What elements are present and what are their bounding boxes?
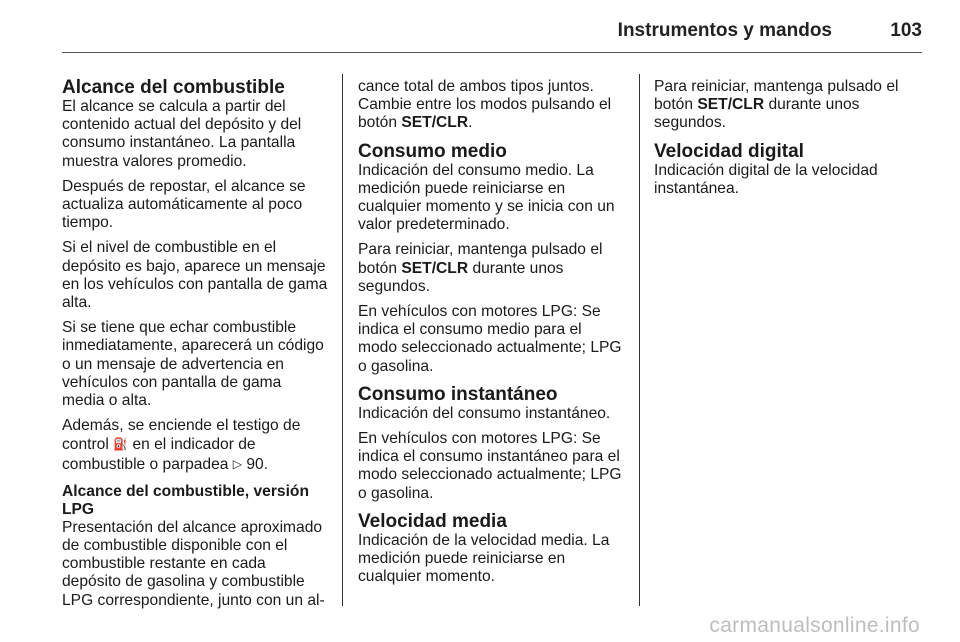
button-label: SET/CLR xyxy=(401,259,469,277)
text: Además, se enciende el testigo de control xyxy=(62,417,301,454)
paragraph: Indicación digital de la velocidad instantánea. xyxy=(654,161,878,197)
paragraph: Indicación de la velocidad media. La medición puede reiniciarse en cualquier momento. xyxy=(358,531,610,586)
heading-average-consumption: Consumo medio xyxy=(358,140,507,162)
paragraph xyxy=(358,241,624,296)
button-label: SET/CLR xyxy=(697,96,765,114)
column-1 xyxy=(62,78,328,617)
paragraph: Indicación del consumo instantáneo. xyxy=(358,404,611,422)
text: durante unos segundos. xyxy=(358,259,564,295)
paragraph: En vehículos con motores LPG: Se indica el consumo instantáneo para el modo seleccionado actualmente; LPG o gasolina. xyxy=(358,430,622,502)
paragraph: Si el nivel de combustible en el depósito es bajo, aparece un mensaje en los vehículos con pantalla de gama alta. xyxy=(62,239,328,312)
heading-fuel-range: Alcance del combustible xyxy=(62,77,285,98)
button-label: SET/CLR xyxy=(401,114,469,132)
arrow-ref-icon: ▷ xyxy=(232,456,243,471)
header-title: Instrumentos y mandos xyxy=(617,20,832,41)
text: Para reiniciar, mantenga pulsado el botón xyxy=(358,241,603,277)
page-reference[interactable]: 90. xyxy=(246,455,269,473)
column-2 xyxy=(358,78,624,593)
column-3 xyxy=(654,78,920,205)
watermark: carmanualsonline.info xyxy=(709,614,920,637)
paragraph: Presentación del alcance aproximado de combustible disponible con el combustible restante en cada depósito de gasolina y combustible LPG correspondiente, junto con un al- xyxy=(62,518,325,609)
paragraph: Indicación del consumo medio. La medición puede reiniciarse en cualquier momento y se inicia con un valor predeterminado. xyxy=(358,161,615,234)
heading-average-speed: Velocidad media xyxy=(358,510,507,532)
text: en el indicador de combustible o parpadea xyxy=(62,436,256,473)
text: . xyxy=(468,114,473,132)
paragraph xyxy=(62,417,328,474)
heading-digital-speed: Velocidad digital xyxy=(654,140,804,162)
paragraph xyxy=(654,78,920,133)
heading-instant-consumption: Consumo instantáneo xyxy=(358,383,558,405)
paragraph: Si se tiene que echar combustible inmediatamente, aparecerá un código o un mensaje de advertencia en vehículos con pantalla de gama media o alta. xyxy=(62,319,324,410)
column-divider xyxy=(342,74,343,606)
paragraph: Después de repostar, el alcance se actualiza automáticamente al poco tiempo. xyxy=(62,177,306,232)
text: durante unos segundos. xyxy=(654,96,860,132)
heading-lpg-range: Alcance del combustible, versión LPG xyxy=(62,482,309,518)
fuel-pump-icon: ⛽ xyxy=(113,437,129,452)
paragraph: En vehículos con motores LPG: Se indica el consumo medio para el modo seleccionado actualmente; LPG o gasolina. xyxy=(358,303,622,375)
paragraph xyxy=(358,78,624,133)
page-number: 103 xyxy=(890,20,922,41)
text: cance total de ambos tipos juntos. Cambie entre los modos pulsando el botón xyxy=(358,78,612,132)
text: Para reiniciar, mantenga pulsado el botón xyxy=(654,78,899,114)
page-header xyxy=(62,16,922,53)
column-divider xyxy=(639,74,640,606)
paragraph: El alcance se calcula a partir del contenido actual del depósito y del consumo instantáneo. La pantalla muestra valores promedio. xyxy=(62,98,302,170)
